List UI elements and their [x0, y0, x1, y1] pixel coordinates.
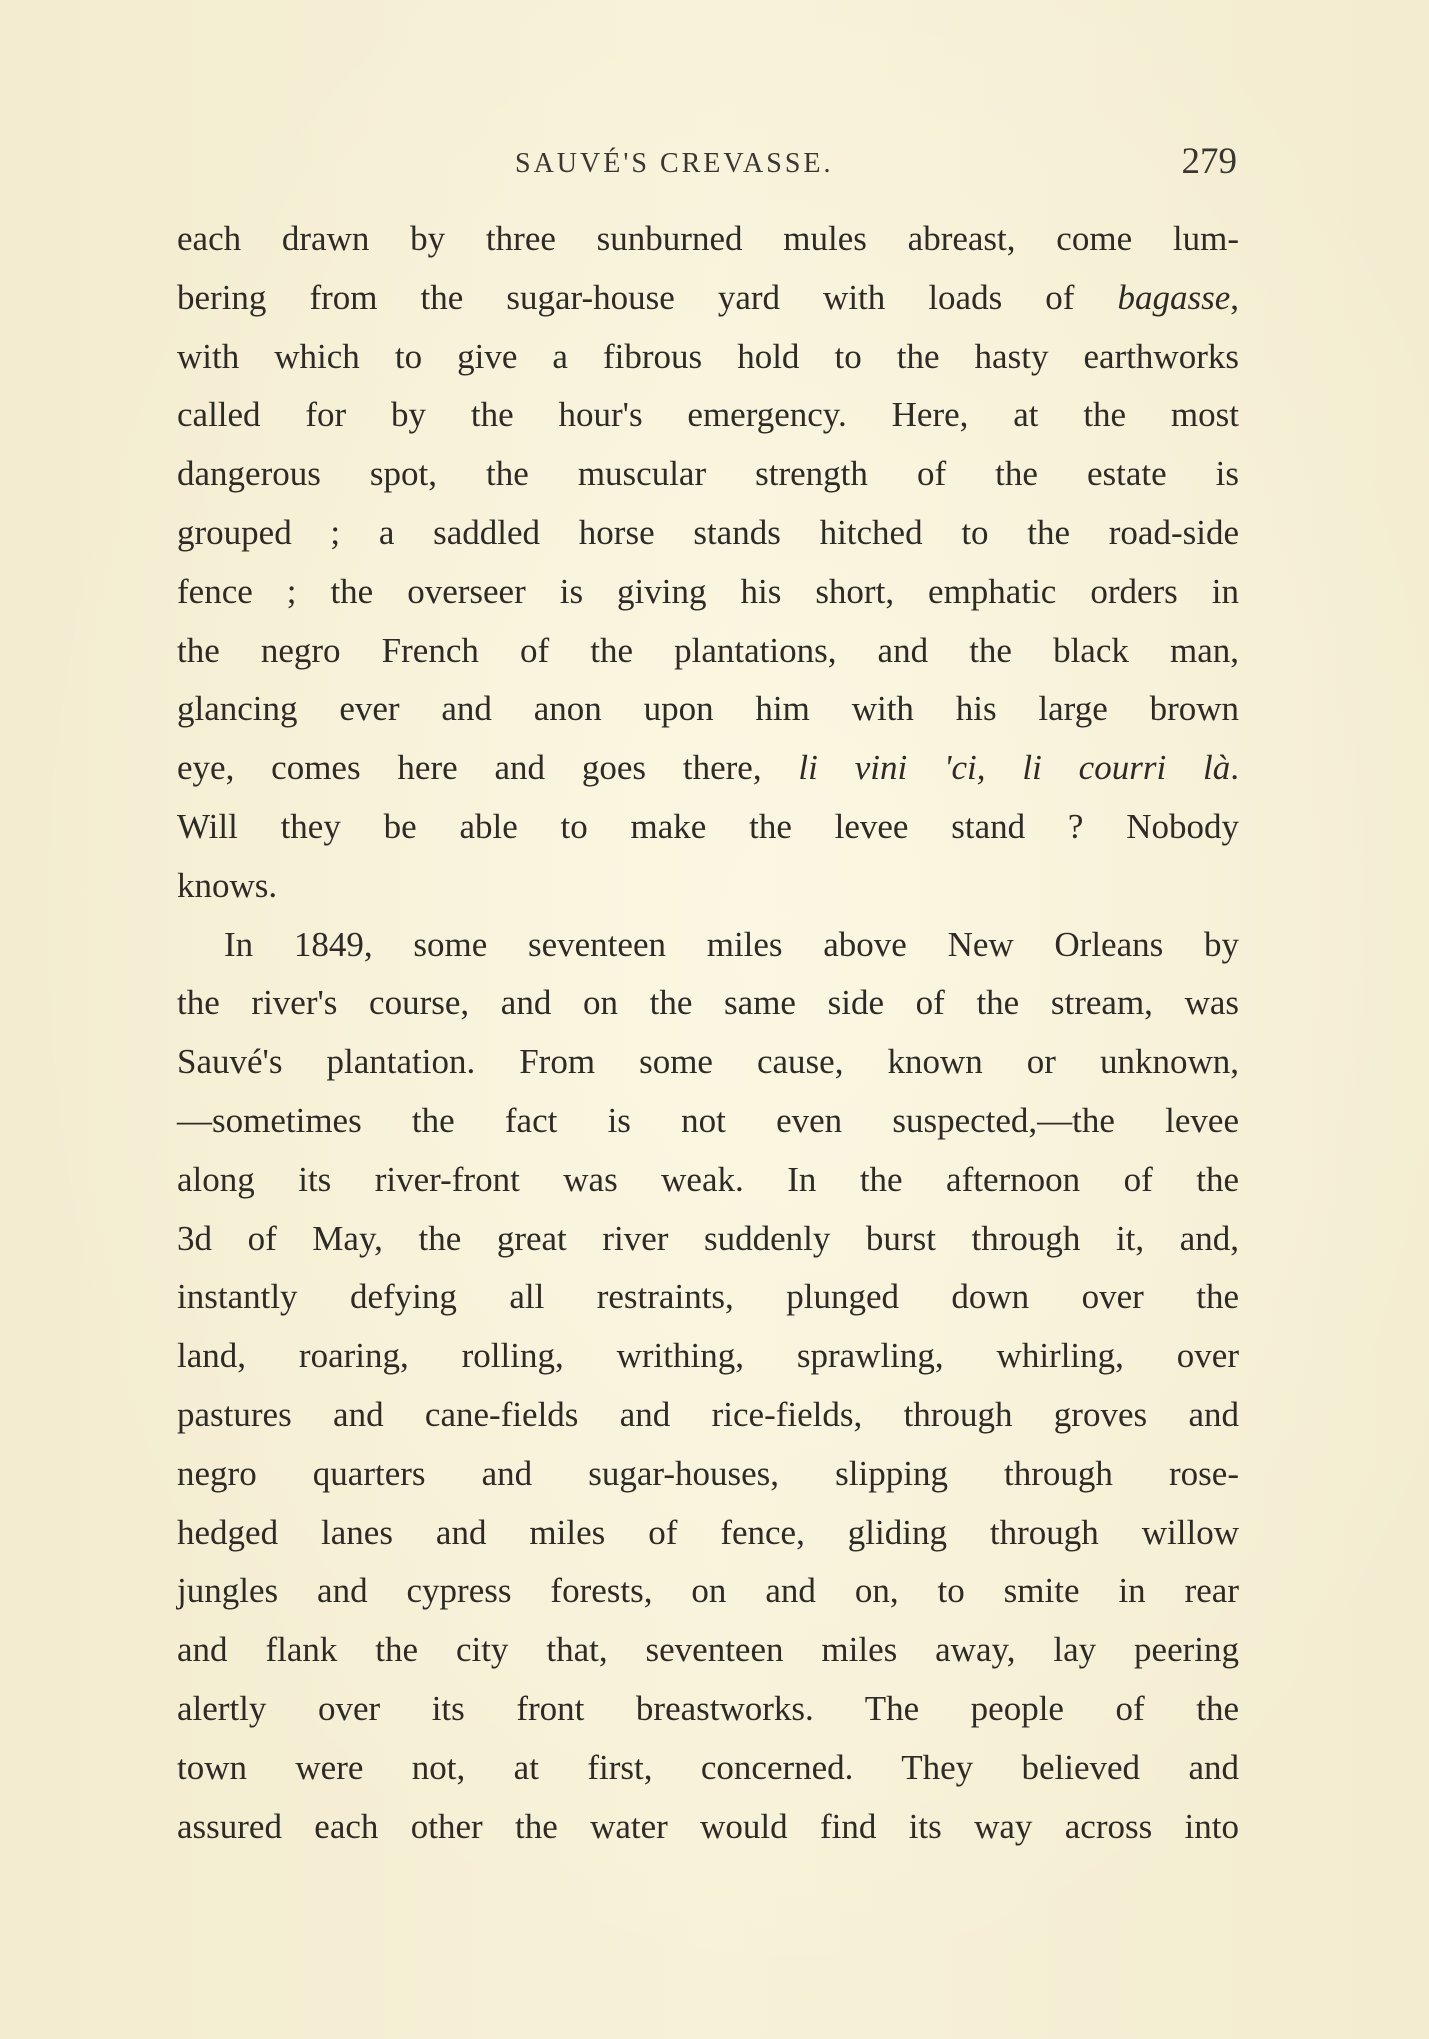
page-number: 279: [1181, 141, 1237, 182]
text-line: knows.: [177, 865, 278, 905]
text-line: fence ; the overseer is giving his short, emphatic orders in: [177, 571, 1239, 611]
text-line: with which to give a fibrous hold to the hasty earthworks: [177, 336, 1239, 376]
text-line: bering from the sugar-house yard with loads of bagasse,: [177, 277, 1239, 317]
text-line: jungles and cypress forests, on and on, to smite in rear: [177, 1571, 1239, 1611]
text-line: negro quarters and sugar-houses, slipping through rose-: [177, 1453, 1239, 1493]
text-line: land, roaring, rolling, writhing, sprawling, whirling, over: [177, 1336, 1239, 1376]
text-line: eye, comes here and goes there, li vini 'ci, li courri là.: [177, 748, 1239, 788]
text-line: dangerous spot, the muscular strength of the estate is: [177, 454, 1239, 494]
text-line: the river's course, and on the same side of the stream, was: [177, 983, 1239, 1023]
running-head: SAUVÉ'S CREVASSE.: [515, 148, 834, 179]
text-line: the negro French of the plantations, and the black man,: [177, 630, 1239, 670]
text-line: —sometimes the fact is not even suspected,—the levee: [177, 1100, 1239, 1140]
page-header: [175, 140, 1237, 190]
text-line: grouped ; a saddled horse stands hitched to the road-side: [177, 512, 1239, 552]
text-line: instantly defying all restraints, plunged down over the: [177, 1277, 1239, 1317]
text-line: town were not, at first, concerned. They believed and: [177, 1747, 1239, 1787]
text-line: 3d of May, the great river suddenly burst through it, and,: [177, 1218, 1239, 1258]
text-line: along its river-front was weak. In the afternoon of the: [177, 1159, 1239, 1199]
paragraph-first-line: In 1849, some seventeen miles above New Orleans by: [224, 924, 1239, 964]
text-line: Will they be able to make the levee stand ? Nobody: [177, 806, 1239, 846]
text-line: assured each other the water would find its way across into: [177, 1806, 1239, 1846]
text-line: pastures and cane-fields and rice-fields, through groves and: [177, 1394, 1239, 1434]
text-line: hedged lanes and miles of fence, gliding through willow: [177, 1512, 1239, 1552]
italic-phrase: bagasse: [1117, 277, 1231, 317]
text-line: alertly over its front breastworks. The people of the: [177, 1688, 1239, 1728]
text-line: glancing ever and anon upon him with his large brown: [177, 689, 1239, 729]
text-line: called for by the hour's emergency. Here, at the most: [177, 395, 1239, 435]
italic-phrase: li vini 'ci, li courri là: [798, 748, 1231, 788]
text-line: and flank the city that, seventeen miles away, lay peering: [177, 1630, 1239, 1670]
text-line: each drawn by three sunburned mules abreast, come lum-: [177, 219, 1239, 258]
text-line: Sauvé's plantation. From some cause, known or unknown,: [177, 1042, 1239, 1082]
body-text: [177, 210, 1239, 1856]
